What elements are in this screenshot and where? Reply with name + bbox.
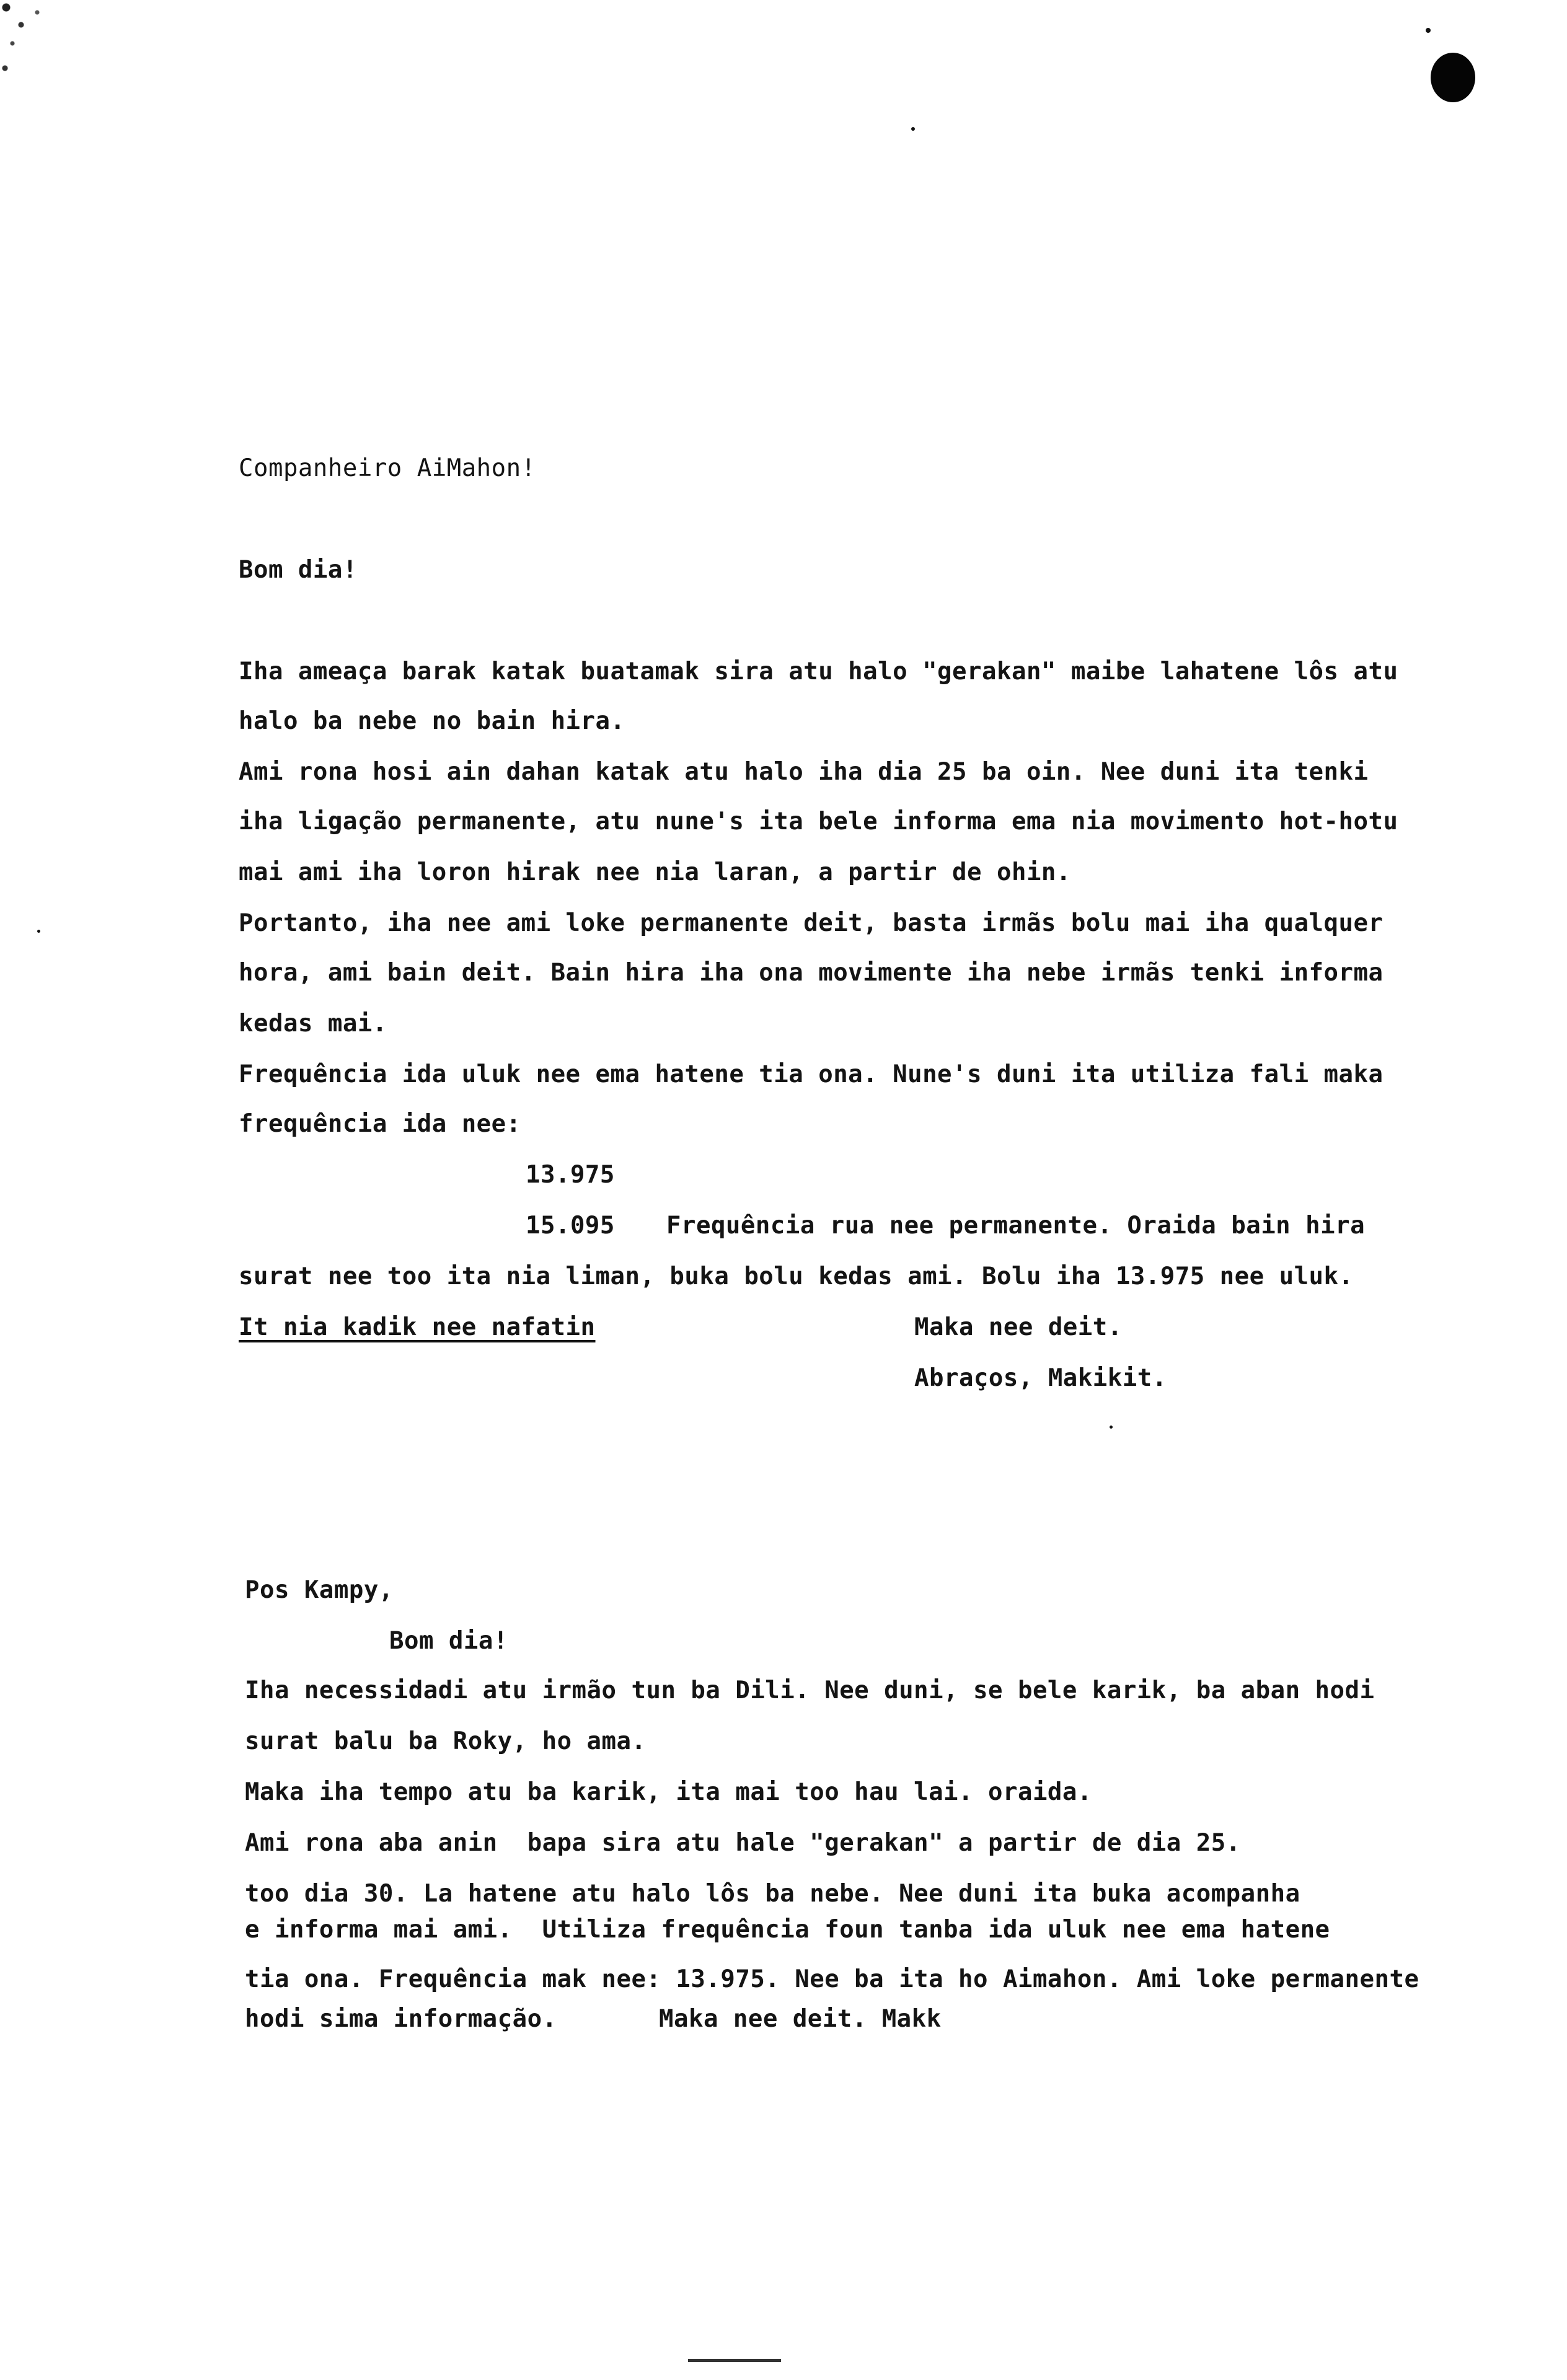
letter2-body-line: tia ona. Frequência mak nee: 13.975. Nee ba ita ho Aimahon. Ami loke permanente xyxy=(245,1965,1419,1993)
letter2-closing: Maka nee deit. Makk xyxy=(659,2005,942,2033)
scan-speck xyxy=(1426,28,1431,33)
letter1-body-line: frequência ida nee: xyxy=(239,1110,521,1138)
scan-mark xyxy=(688,2359,781,2362)
letter1-body-line: Ami rona hosi ain dahan katak atu halo iha dia 25 ba oin. Nee duni ita tenki xyxy=(239,758,1369,786)
letter1-body-line: Iha ameaça barak katak buatamak sira atu halo "gerakan" maibe lahatene lôs atu xyxy=(239,658,1398,685)
frequency-value: 13.975 xyxy=(526,1161,615,1189)
letter1-body-line: hora, ami bain deit. Bain hira iha ona movimente iha nebe irmãs tenki informa xyxy=(239,959,1384,987)
letter1-body-line: surat nee too ita nia liman, buka bolu kedas ami. Bolu iha 13.975 nee uluk. xyxy=(239,1263,1354,1290)
letter1-body-line: Portanto, iha nee ami loke permanente deit, basta irmãs bolu mai iha qualquer xyxy=(239,909,1384,937)
letter2-body-line: Maka iha tempo atu ba karik, ita mai too hau lai. oraida. xyxy=(245,1778,1092,1806)
letter1-signature: Abraços, Makikit. xyxy=(914,1364,1167,1392)
letter2-body-line: e informa mai ami. Utiliza frequência foun tanba ida uluk nee ema hatene xyxy=(245,1916,1330,1944)
scan-speck xyxy=(911,127,915,131)
letter1-body-line: mai ami iha loron hirak nee nia laran, a partir de ohin. xyxy=(239,858,1071,886)
letter2-body-line: Ami rona aba anin bapa sira atu hale "gerakan" a partir de dia 25. xyxy=(245,1829,1241,1857)
scan-noise xyxy=(0,0,99,93)
letter2-body-line: Iha necessidadi atu irmão tun ba Dili. Nee duni, se bele karik, ba aban hodi xyxy=(245,1677,1375,1704)
letter1-body-line: halo ba nebe no bain hira. xyxy=(239,707,625,735)
letter2-salutation: Pos Kampy, xyxy=(245,1576,394,1604)
letter1-closing: Maka nee deit. xyxy=(914,1313,1123,1341)
letter2-body-line: surat balu ba Roky, ho ama. xyxy=(245,1727,647,1755)
scan-speck xyxy=(1110,1426,1113,1429)
scan-speck xyxy=(37,930,40,933)
letter1-greeting: Bom dia! xyxy=(239,556,358,584)
letter2-body-line: hodi sima informação. xyxy=(245,2005,557,2033)
letter1-salutation: Companheiro AiMahon! xyxy=(239,454,536,482)
frequency-value: 15.095 xyxy=(526,1212,615,1240)
punch-hole xyxy=(1431,53,1475,102)
letter2-greeting: Bom dia! xyxy=(389,1627,508,1655)
letter1-body-line: kedas mai. xyxy=(239,1010,387,1038)
underlined-note: It nia kadik nee nafatin xyxy=(239,1313,596,1341)
letter1-body-line: Frequência rua nee permanente. Oraida bain hira xyxy=(666,1212,1366,1240)
letter1-body-line: Frequência ida uluk nee ema hatene tia ona. Nune's duni ita utiliza fali maka xyxy=(239,1060,1384,1088)
letter1-body-line: iha ligação permanente, atu nune's ita bele informa ema nia movimento hot-hotu xyxy=(239,808,1398,835)
letter2-body-line: too dia 30. La hatene atu halo lôs ba nebe. Nee duni ita buka acompanha xyxy=(245,1880,1300,1908)
